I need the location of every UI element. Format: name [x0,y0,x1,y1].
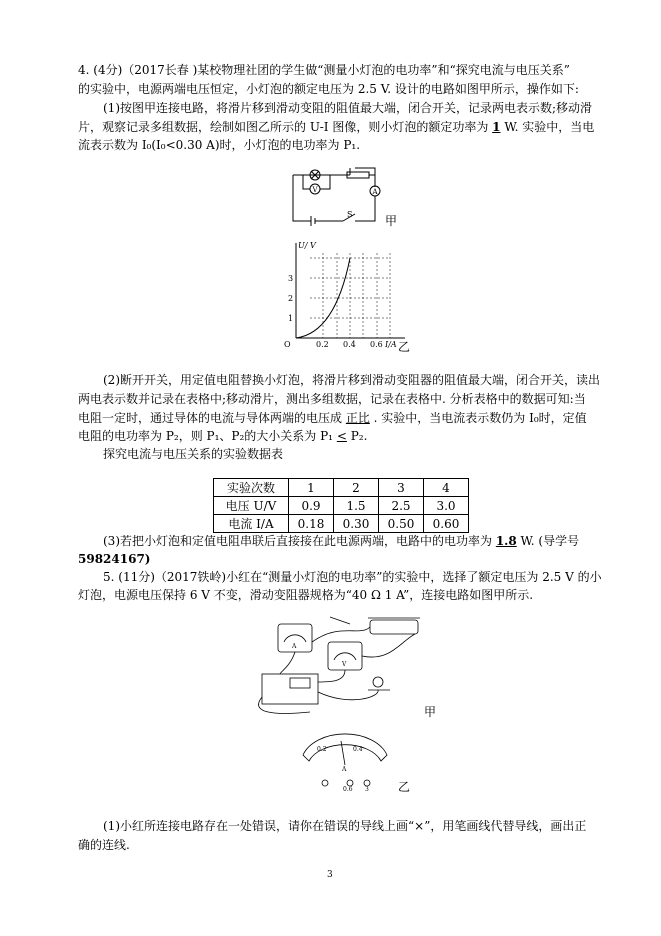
text: P₂. [346,429,368,443]
figure-label-yi-q5: 乙 [398,780,411,794]
cell: 2 [334,479,379,497]
text: 片，观察记录多组数据，绘制如图乙所示的 U-I 图像，则小灯泡的额定功率为 [78,120,493,134]
text: (3)若把小灯泡和定值电阻串联后直接接在此电源两端，电路中的电功率为 [103,534,496,548]
figure-label-jia: 甲 [385,214,398,228]
y-axis-label: U/ V [298,241,316,250]
text: . 实验中，当电流表示数仍为 I₀时，定值 [369,411,587,425]
circuit-diagram [285,165,398,228]
figure-label-yi: 乙 [398,340,411,354]
q4-part1-line2 [78,119,594,135]
data-table [213,478,469,533]
q4-part3-line1 [103,533,579,549]
cell: 0.18 [289,515,334,533]
cell: 实验次数 [214,479,289,497]
cell: 0.60 [424,515,469,533]
page-number: 3 [327,870,333,880]
table-row [214,479,469,497]
text: 59824167) [78,552,151,566]
meter-tick: 0.2 [317,746,327,753]
q5-part1-line2: 确的连线. [78,838,130,852]
table-row [214,515,469,533]
cell: 电流 I/A [214,515,289,533]
y-tick: 3 [288,274,294,283]
q4-part2-line3 [78,410,587,426]
x-tick: 0.4 [343,340,356,349]
terminal-label: 0.6 [343,786,353,793]
x-axis-label: I/A [385,340,397,349]
answer-blank: 1 [492,120,501,134]
terminal-label: 3 [365,786,369,793]
cell: 4 [424,479,469,497]
q5-part1-line1: (1)小红所连接电路存在一处错误，请你在错误的导线上画“×”，用笔画线代替导线，画出正 [103,819,587,833]
cell: 1.5 [334,497,379,515]
q4-part2-line1: (2)断开开关，用定值电阻替换小灯泡，将滑片移到滑动变阻器的阻值最大端，闭合开关，读出 [103,373,601,387]
q4-line2: 的实验中，电源两端电压恒定，小灯泡的额定电压为 2.5 V. 设计的电路如图甲所示，操作如下: [78,82,579,96]
ammeter-label: A [372,188,378,196]
q4-part2-line4 [78,428,367,444]
table-row [214,497,469,515]
voltmeter-label: V [342,661,347,668]
cell: 2.5 [379,497,424,515]
text: W. 实验中，当电 [500,120,595,134]
apparatus-illustration [250,612,425,717]
q5-line2: 灯泡，电源电压保持 6 V 不变，滑动变阻器规格为“40 Ω 1 A”，连接电路如图甲所示. [78,588,534,602]
x-tick: 0.6 [370,340,383,349]
ui-graph [280,238,415,350]
q4-part3-line2 [78,551,150,567]
cell: 0.9 [289,497,334,515]
meter-unit: A [342,766,347,773]
q4-line1: 4. (4分)（2017长春 )某校物理社团的学生做“测量小灯泡的电功率”和“探究电流与电压关系” [78,63,570,77]
cell: 3.0 [424,497,469,515]
answer-blank: < [336,429,347,443]
cell: 0.30 [334,515,379,533]
q4-part1-line3: 流表示数为 I₀(I₀<0.30 A)时，小灯泡的电功率为 P₁. [78,138,361,152]
answer-blank: 1.8 [495,534,517,548]
x-tick: 0.2 [316,340,329,349]
text: 电阻一定时，通过导体的电流与导体两端的电压成 [78,411,346,425]
switch-label: S [347,210,353,219]
answer-blank: 正比 [345,411,370,425]
text: W. (导学号 [516,534,580,548]
ammeter-dial [295,725,395,793]
q5-line1: 5. (11分)（2017铁岭)小红在“测量小灯泡的电功率”的实验中，选择了额定电压为 2.5 V 的小 [103,570,602,584]
origin-label: O [284,340,291,349]
cell: 0.50 [379,515,424,533]
cell: 3 [379,479,424,497]
y-tick: 2 [288,294,294,303]
q4-part2-line2: 两电表示数并记录在表格中;移动滑片，测出多组数据，记录在表格中. 分析表格中的数据可知:当 [78,392,586,406]
cell: 电压 U/V [214,497,289,515]
figure-label-jia-q5: 甲 [424,705,437,719]
q4-part1-line1: (1)按图甲连接电路，将滑片移到滑动变阻的阻值最大端，闭合开关，记录两电表示数;移动滑 [103,101,593,115]
y-tick: 1 [288,314,294,323]
voltmeter-label: V [312,186,318,194]
meter-tick: 0.4 [353,746,363,753]
ammeter-label: A [292,643,297,650]
table-title: 探究电流与电压关系的实验数据表 [103,447,284,461]
cell: 1 [289,479,334,497]
text: 电阻的电功率为 P₂，则 P₁、P₂的大小关系为 P₁ [78,429,337,443]
